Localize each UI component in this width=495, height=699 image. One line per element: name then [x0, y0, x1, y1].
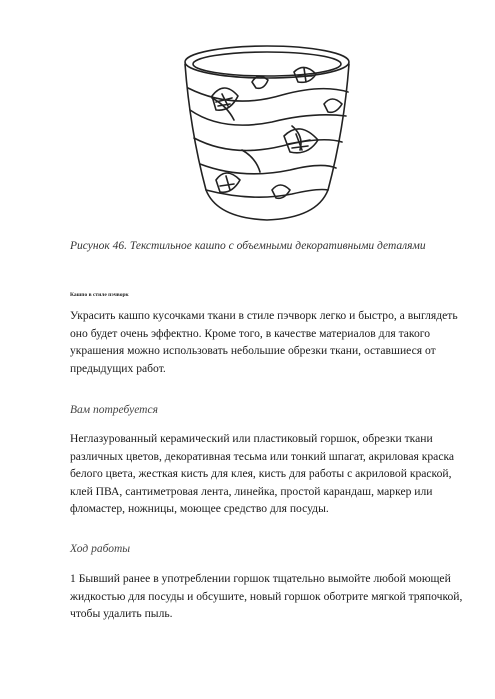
- intro-paragraph: Украсить кашпо кусочками ткани в стиле пэчворк легко и быстро, а выглядеть оно будет очень эффектно. Кроме того, в качестве материалов для такого украшения можно использовать небольшие обрезки ткани, оставшиеся от предыдущих работ.: [70, 309, 458, 375]
- section-title: Кашпо в стиле пэчворк: [70, 292, 129, 298]
- materials-heading: Вам потребуется: [70, 404, 158, 416]
- materials-paragraph: Неглазурованный керамический или пластиковый горшок, обрезки ткани различных цветов, декоративная тесьма или тонкий шпагат, акриловая краска белого цвета, жесткая кисть для клея, кисть для работы с акриловой краской, клей ПВА, сантиметровая лента, линейка, простой карандаш, маркер или фломастер, ножницы, моющее средство для посуды.: [70, 432, 455, 515]
- decorated-pot-drawing: [172, 40, 362, 230]
- process-step-1: 1 Бывший ранее в употреблении горшок тщательно вымойте любой моющей жидкостью для посуды и обсушите, новый горшок оботрите мягкой тряпочкой, чтобы удалить пыль.: [70, 572, 463, 620]
- process-heading: Ход работы: [70, 543, 131, 555]
- pot-illustration: [172, 40, 362, 230]
- figure-caption: Рисунок 46. Текстильное кашпо с объемными декоративными деталями: [70, 240, 426, 252]
